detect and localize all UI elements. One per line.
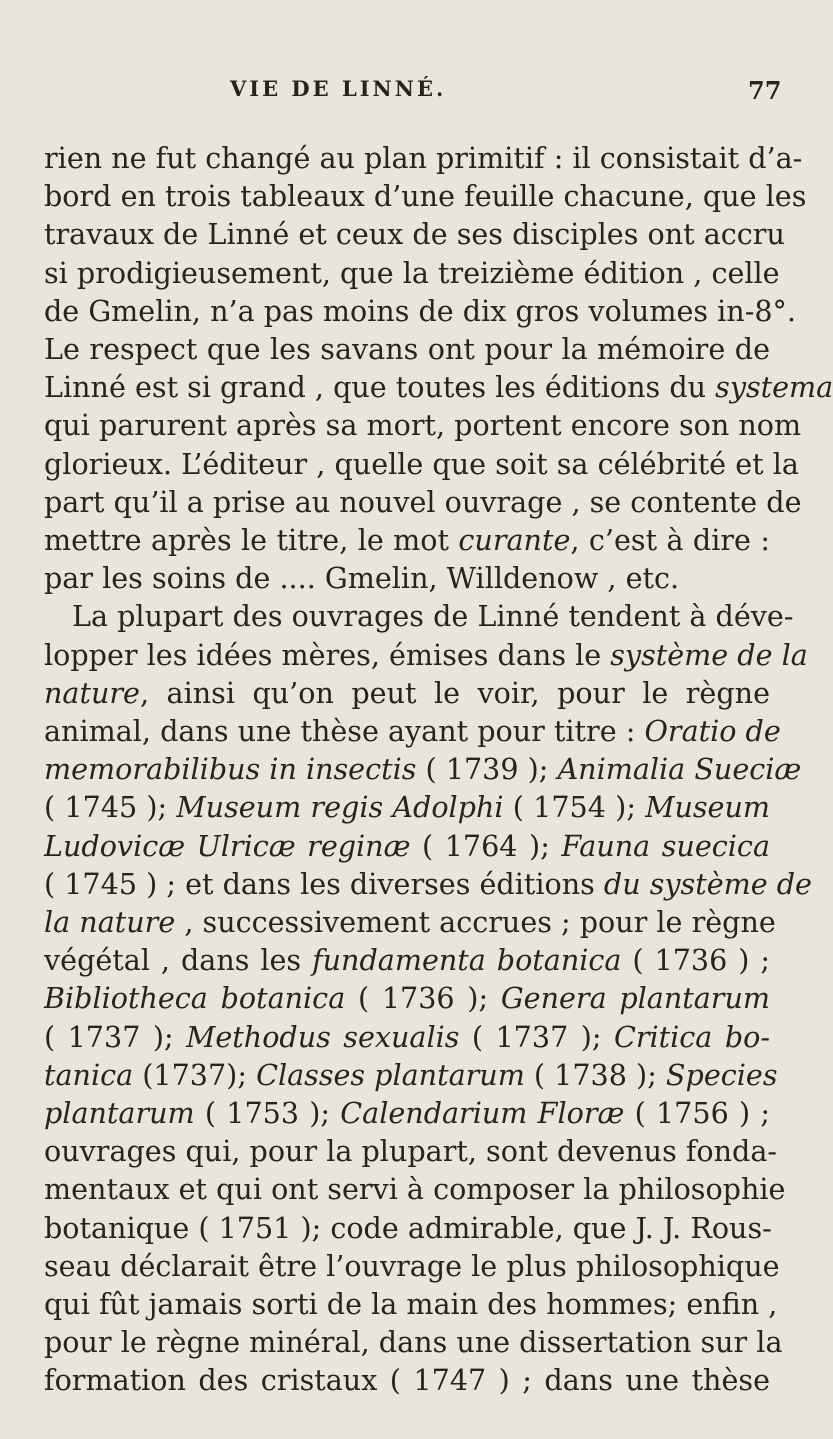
text-line — [44, 558, 770, 598]
italic-title-text: Bibliotheca botanica — [44, 981, 346, 1016]
text-line — [44, 1360, 770, 1400]
text-line — [44, 1169, 786, 1209]
italic-title-text: curante — [458, 523, 571, 557]
text-segment: , ainsi qu’on peut le voir, pour le règne — [139, 675, 770, 710]
italic-title-text: fundamenta botanica — [312, 943, 622, 978]
text-line — [44, 138, 803, 178]
text-segment: travaux de Linné et ceux de ses disciples ont accru — [44, 217, 785, 252]
text-segment: ( 1764 ); — [410, 828, 562, 863]
text-line — [44, 405, 802, 445]
text-segment: animal, dans une thèse ayant pour titre : — [44, 714, 645, 748]
italic-title-text: tanica — [44, 1057, 134, 1092]
text-segment: ( 1739 ); — [416, 752, 558, 787]
text-segment: , successivement accrues ; pour le règne — [175, 905, 776, 939]
text-line — [44, 635, 808, 675]
text-segment: glorieux. L’éditeur , quelle que soit sa célébrité et la — [44, 446, 799, 481]
italic-title-text: Species — [665, 1057, 778, 1092]
text-segment: ( 1754 ); — [503, 790, 646, 825]
text-segment: bord en trois tableaux d’une feuille chacune, que les — [44, 179, 807, 214]
text-line — [44, 864, 812, 904]
text-segment: mentaux et qui ont servi à composer la philosophie — [44, 1172, 786, 1207]
italic-title-text: Museum regis Adolphi — [176, 790, 504, 825]
text-segment: ( 1756 ) ; — [624, 1096, 771, 1130]
italic-title-text: systema — [715, 370, 833, 405]
text-segment: ( 1745 ) ; et dans les diverses éditions — [44, 866, 604, 901]
text-line — [44, 978, 770, 1018]
text-line — [44, 291, 796, 331]
running-title: VIE DE LINNÉ. — [230, 76, 447, 101]
text-segment: lopper les idées mères, émises dans le — [44, 637, 611, 672]
text-segment: de Gmelin, n’a pas moins de dix gros volumes in-8°. — [44, 293, 796, 328]
italic-title-text: Classes plantarum — [256, 1057, 525, 1092]
italic-title-text: Oratio de — [644, 714, 781, 748]
text-segment: ( 1736 ); — [345, 981, 501, 1016]
text-segment: ( 1737 ); — [459, 1019, 614, 1054]
text-line — [44, 1055, 778, 1095]
text-segment: par les soins de .... Gmelin, Willdenow , etc. — [44, 561, 680, 596]
text-segment: , c’est à dire : — [570, 523, 771, 557]
text-segment: part qu’il a prise au nouvel ouvrage , se contente de — [44, 484, 802, 519]
italic-title-text: Methodus sexualis — [186, 1019, 460, 1054]
italic-title-text: Calendarium Floræ — [340, 1096, 625, 1130]
text-line — [44, 1322, 783, 1362]
text-line — [44, 482, 802, 522]
text-segment: (1737); — [133, 1057, 257, 1092]
text-segment: ( 1753 ); — [194, 1096, 341, 1130]
text-line — [44, 329, 770, 369]
text-segment: La plupart des ouvrages de Linné tendent à déve- — [72, 599, 794, 634]
text-line — [72, 596, 794, 636]
text-segment: botanique ( 1751 ); code admirable, que J. J. Rous- — [44, 1210, 772, 1245]
italic-title-text: Fauna suecica — [561, 828, 770, 863]
text-segment: Linné est si grand , que toutes les éditions du — [44, 370, 716, 405]
text-line — [44, 1246, 780, 1286]
text-line — [44, 749, 802, 789]
text-line — [44, 673, 770, 713]
text-segment: qui fût jamais sorti de la main des hommes; enfin , — [44, 1287, 778, 1321]
italic-title-text: système de la — [610, 637, 808, 672]
running-head — [0, 56, 800, 105]
text-line — [44, 253, 780, 293]
text-line — [44, 902, 776, 942]
page-number: 77 — [748, 76, 782, 105]
text-line — [44, 787, 770, 827]
text-line — [44, 1131, 778, 1171]
text-segment: ( 1737 ); — [44, 1019, 187, 1054]
text-segment: mettre après le titre, le mot — [44, 523, 459, 557]
text-line — [44, 1093, 770, 1133]
text-line — [44, 940, 770, 980]
text-segment: pour le règne minéral, dans une dissertation sur la — [44, 1325, 783, 1360]
italic-title-text: du système de — [603, 866, 812, 901]
italic-title-text: la nature — [44, 905, 176, 939]
text-line — [44, 367, 833, 407]
text-segment: Le respect que les savans ont pour la mémoire de — [44, 332, 770, 366]
text-segment: végétal , dans les — [44, 943, 313, 978]
text-line — [44, 214, 785, 254]
text-segment: formation des cristaux ( 1747 ) ; dans une thèse — [44, 1363, 770, 1398]
text-line — [44, 1017, 770, 1057]
italic-title-text: memorabilibus in insectis — [44, 752, 417, 787]
text-segment: ( 1745 ); — [44, 790, 177, 825]
italic-title-text: Critica bo- — [613, 1019, 770, 1054]
text-segment: ( 1738 ); — [524, 1057, 666, 1092]
text-segment: rien ne fut changé au plan primitif : il consistait d’a- — [44, 141, 803, 175]
text-line — [44, 826, 770, 866]
text-line — [44, 176, 807, 216]
italic-title-text: Ludovicæ Ulricæ reginæ — [44, 828, 411, 863]
italic-title-text: Genera plantarum — [500, 981, 770, 1016]
italic-title-text: Museum — [645, 790, 771, 825]
italic-title-text: Animalia Sueciæ — [557, 752, 802, 787]
text-line — [44, 711, 781, 751]
text-segment: seau déclarait être l’ouvrage le plus philosophique — [44, 1248, 780, 1283]
italic-title-text: plantarum — [44, 1096, 195, 1130]
text-line — [44, 1208, 770, 1248]
text-line — [44, 444, 799, 484]
text-segment: qui parurent après sa mort, portent encore son nom — [44, 408, 802, 443]
text-segment: ouvrages qui, pour la plupart, sont devenus fonda- — [44, 1134, 778, 1169]
text-line — [44, 520, 770, 560]
text-segment: ( 1736 ) ; — [621, 943, 770, 978]
text-line — [44, 1284, 778, 1324]
text-segment: si prodigieusement, que la treizième édition , celle — [44, 255, 780, 290]
italic-title-text: nature — [44, 675, 140, 710]
